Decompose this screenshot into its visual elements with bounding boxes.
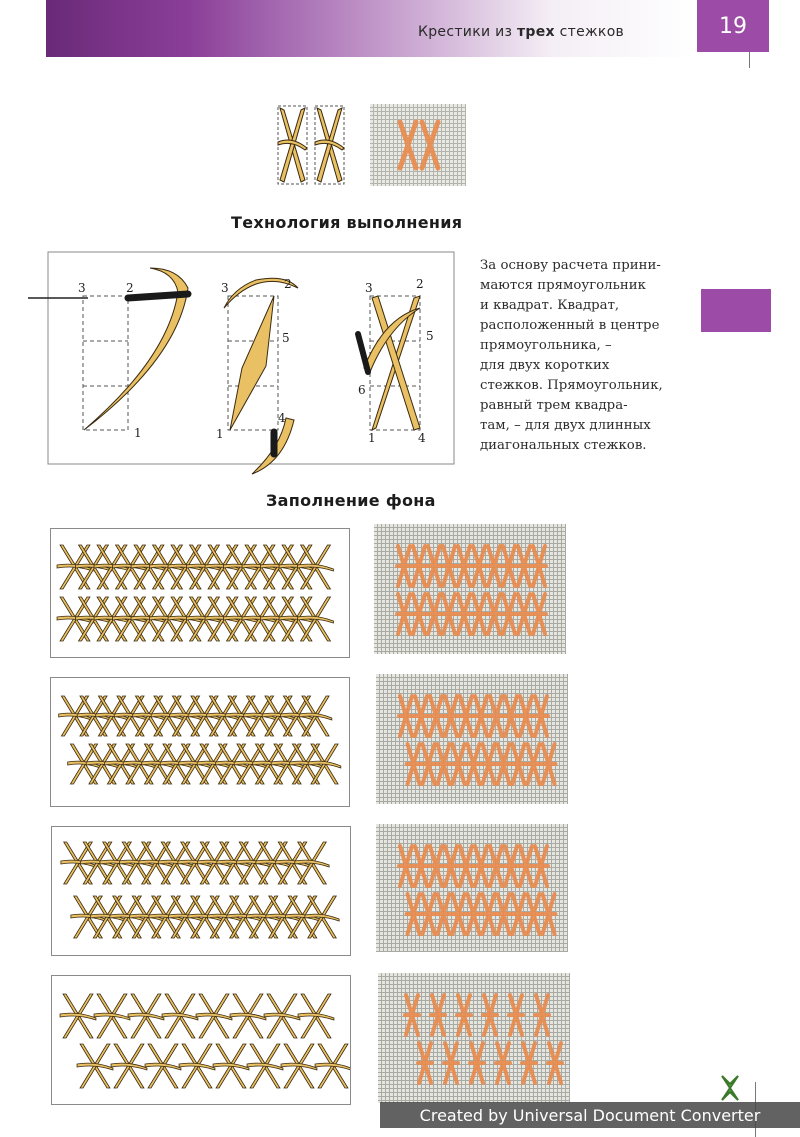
description-line: там, – для двух длинных [480,418,651,433]
stitch-cross [77,1044,113,1088]
svg-text:2: 2 [126,281,134,295]
description-line: для двух коротких [480,358,610,373]
svg-text:1: 1 [216,427,224,441]
description-line: За основу расчета прини- [480,258,661,273]
stitch-cross [111,1044,147,1088]
stitch-cross [179,1044,215,1088]
stitch-cross [281,1044,317,1088]
stitch-cross [94,994,130,1038]
technique-diagram [28,248,458,476]
svg-text:2: 2 [284,277,292,291]
fill-pattern-photo-1 [374,524,566,654]
svg-text:3: 3 [78,281,86,295]
watermark-banner: Created by Universal Document Converter [380,1102,800,1128]
header-title: Крестики из трех стежков [418,24,625,40]
fill-heading: Заполнение фона [266,491,436,510]
svg-text:3: 3 [365,281,373,295]
fill-pattern-diagram-2 [50,677,350,807]
stitch-cross [264,994,300,1038]
fill-pattern-diagram-1 [50,528,350,658]
svg-text:1: 1 [368,431,376,445]
description-line: диагональных стежков. [480,438,647,453]
single-stitch-diagram [276,104,346,186]
fill-pattern-diagram-3 [51,826,351,956]
svg-text:5: 5 [282,331,290,345]
svg-text:6: 6 [358,383,366,397]
svg-text:2: 2 [416,277,424,291]
corner-stitch-icon [716,1074,744,1102]
stitch-cross [315,1044,351,1088]
description-line: стежков. Прямоугольник, [480,378,663,393]
description-line: равный трем квадра- [480,398,628,413]
fill-pattern-photo-3 [376,824,568,952]
stitch-cross [298,597,334,641]
page-number: 19 [697,0,769,52]
description-line: маются прямоугольник [480,278,646,293]
fill-pattern-photo-2 [376,674,568,804]
single-stitch-photo [370,104,466,186]
fill-pattern-diagram-4 [51,975,351,1105]
stitch-cross [247,1044,283,1088]
side-tab [701,289,771,332]
svg-text:4: 4 [418,431,426,445]
svg-text:4: 4 [278,411,286,425]
stitch-cross [162,994,198,1038]
stitch-cross [196,994,232,1038]
header-rule [749,52,750,68]
description-line: прямоугольника, – [480,338,612,353]
technique-heading: Технология выполнения [231,213,463,232]
stitch-cross [230,994,266,1038]
stitch-cross [128,994,164,1038]
stitch-cross [213,1044,249,1088]
svg-text:1: 1 [134,426,142,440]
fill-pattern-photo-4 [378,973,570,1103]
description-text [480,256,686,456]
description-line: и квадрат. Квадрат, [480,298,620,313]
svg-text:3: 3 [221,281,229,295]
stitch-cross [298,545,334,589]
svg-text:5: 5 [426,329,434,343]
stitch-cross [145,1044,181,1088]
stitch-cross [60,994,96,1038]
description-line: расположенный в центре [480,318,660,333]
stitch-cross [298,994,334,1038]
